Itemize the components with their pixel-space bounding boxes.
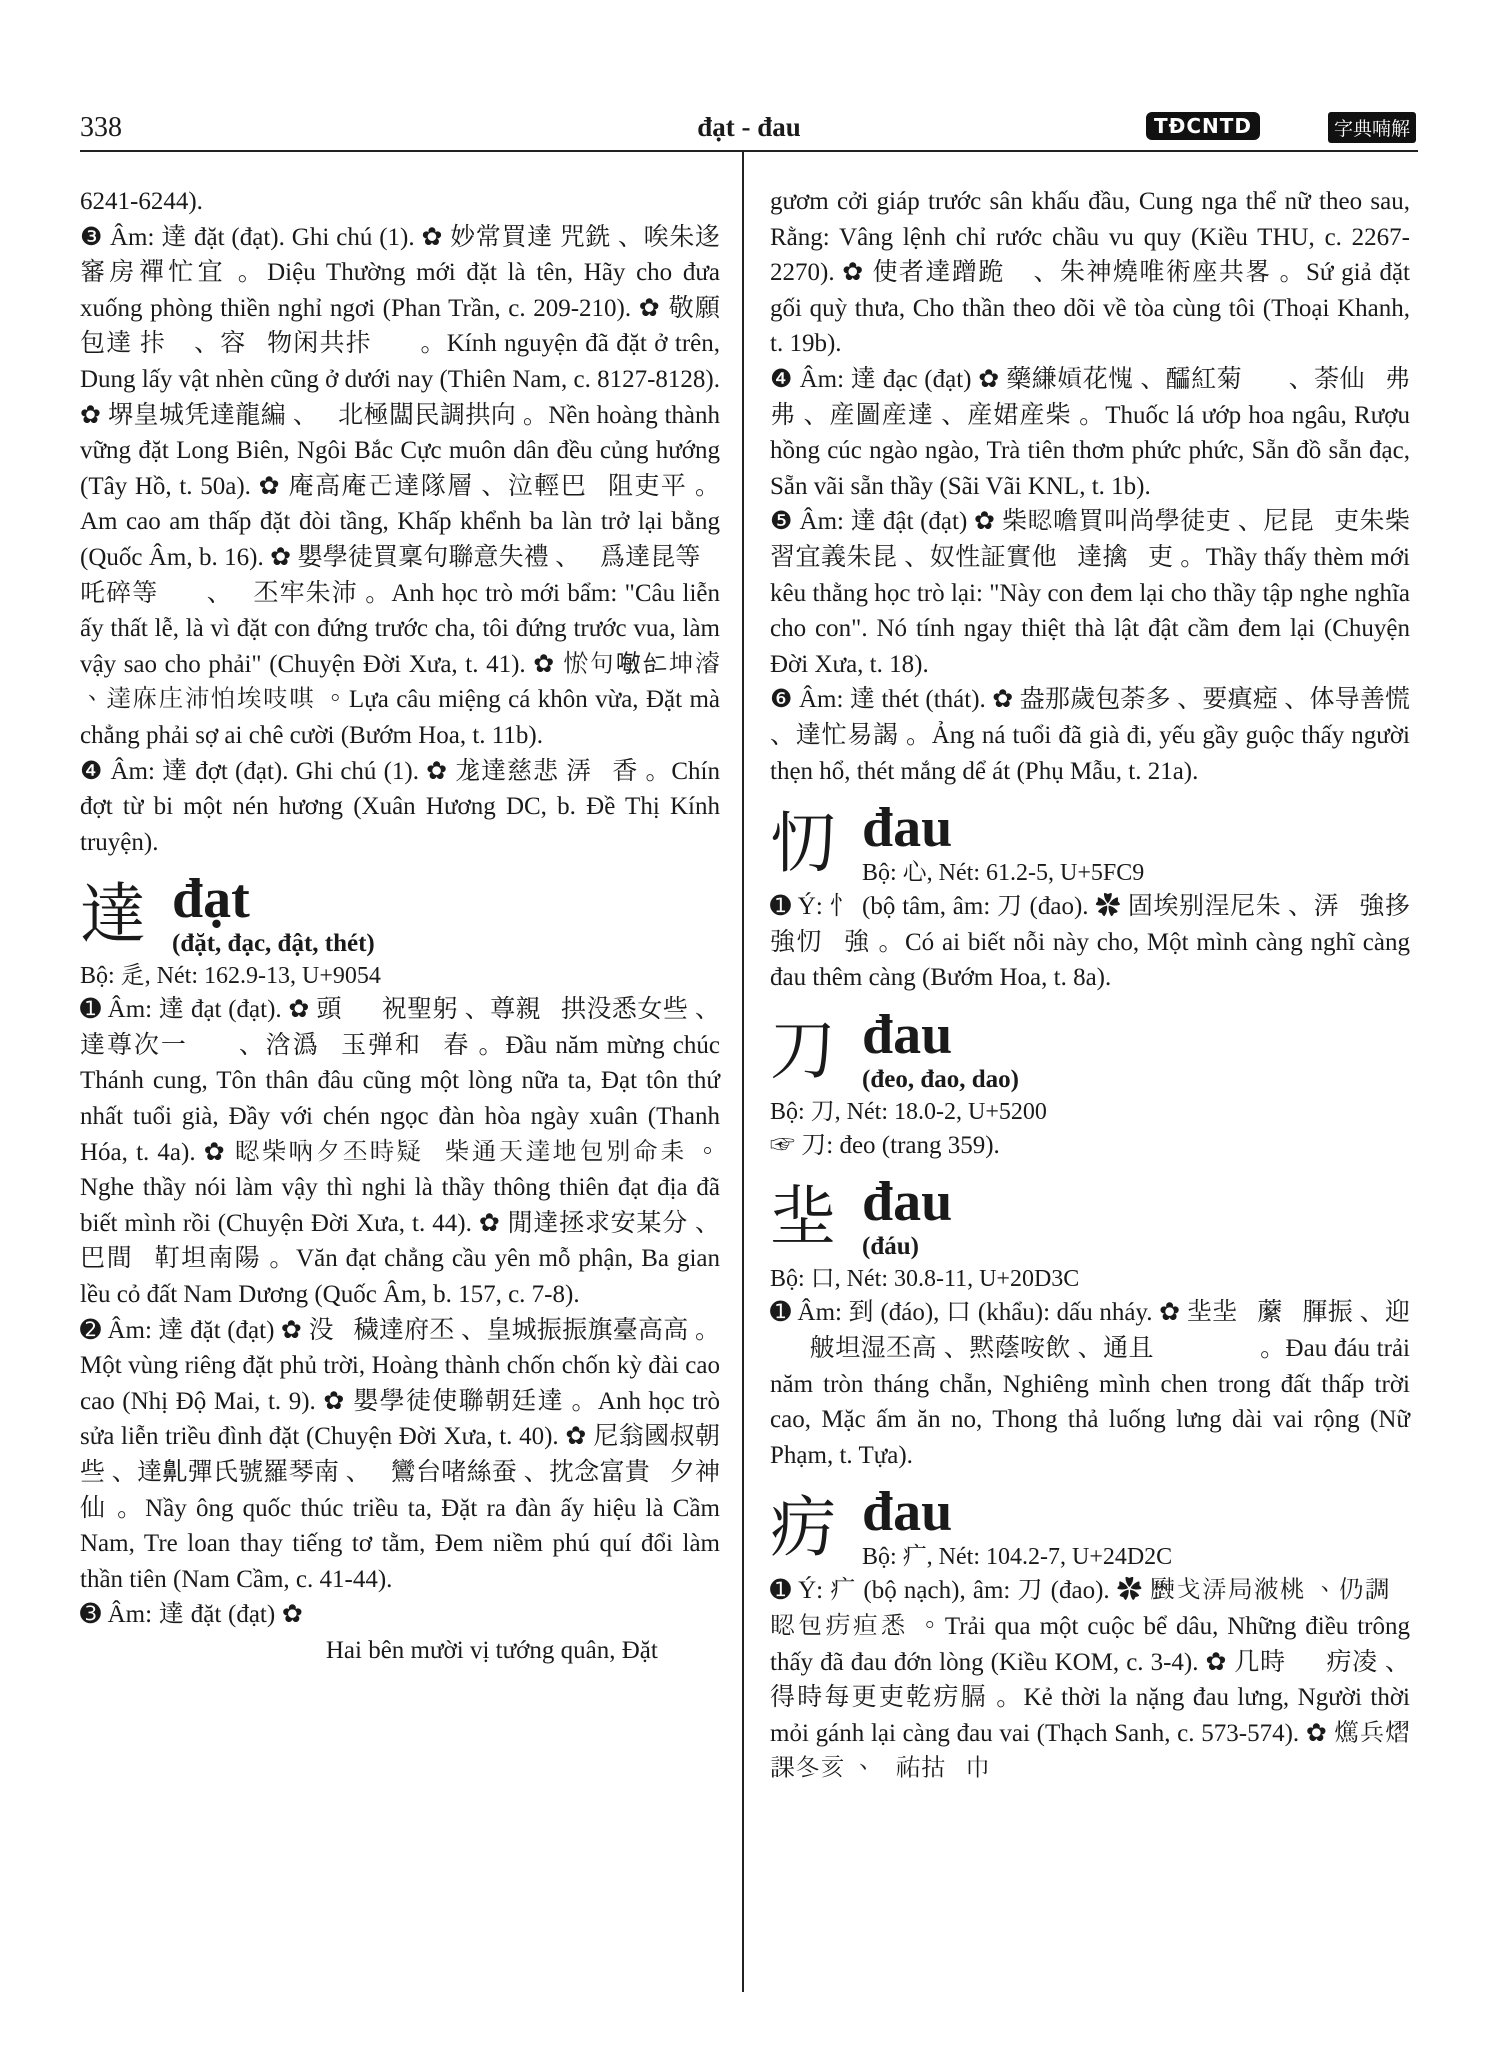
left-column (80, 184, 720, 1669)
sense: ❹ Âm: 達 đạc (đạt) ✿ 藥縑𡟫花𢢯 、醽紅菊𤈜𤈜 、荼仙𣵰弗弗 、産圖産達 、産𡝗産柴 。Thuốc lá ướp hoa ngâu, Rượu hồng cúc ngào ngào, Trà tiên thơm phức phức, Sẵn đồ sẵn đạc, Sẵn vãi sẵn thầy (Sãi Vãi KNL, t. 1b). (770, 365, 1410, 500)
entry-headword: đau (862, 1003, 953, 1066)
entry-headword: đau (862, 1171, 953, 1234)
entry-character: 達 (80, 876, 146, 954)
entry-radical-info: Bộ: 刀, Nét: 18.0-2, U+5200 (770, 1098, 1047, 1125)
dictionary-entry-dau-4 (770, 1483, 1410, 1573)
continued-text: 6241-6244). (80, 188, 203, 215)
dictionary-entry-dat (80, 870, 720, 992)
entry-variants: (đặt, đạc, đật, thét) (172, 930, 375, 958)
continued-text: gươm cởi giáp trước sân khấu đầu, Cung nga thể nữ theo sau, Rằng: Vâng lệnh chỉ rước chầu vu quy (Kiều THU, c. 2267-2270). ✿ 使者達蹭跪𨁪 、朱神燒唯術座共畧 。Sứ giả đặt gối quỳ thưa, Cho thần theo dõi về tòa cùng tôi (Thoại Khanh, t. 19b). (770, 188, 1410, 358)
sense: ➋ Âm: 達 đặt (đạt) ✿ 没𡏦穢達府丕 、皇城振振旗臺高高 。Một vùng riêng đặt phủ trời, Hoàng thành chốn chốn kỳ đài cao cao (Nhị Độ Mai, t. 9). ✿ 嬰學徒使聯朝廷達 。Anh học trò sửa liễn triều đình đặt (Chuyện Đời Xưa, t. 40). ✿ 尼翁國叔朝些 、達𪖐彈氏號羅琴南 、𥷊鸞台啫絲蚕 、抌念富貴𦞍夕神仙 。Nầy ông quốc thúc triều ta, Đặt ra đàn ấy hiệu là Cầm Nam, Tre loan thay tiếng tơ tằm, Đem niềm phú quí đổi làm thần tiên (Nam Cầm, c. 41-44). (80, 1316, 720, 1593)
dictionary-entry-dau-1 (770, 799, 1410, 889)
column-divider (742, 152, 744, 1992)
entry-radical-info: Bộ: 疒, Nét: 104.2-7, U+24D2C (862, 1544, 1173, 1571)
sense: ➌ Âm: 達 đặt (đạt) ✿ 𨕭邊进位將軍 、達劍襘甲𠴓𡑝叩頭 、宫娥彩女𨅸婁 、浪邦令𠰘逴朝于歸 。Hai bên mười vị tướng quân, Đặt (80, 1601, 720, 1664)
entry-radical-info: Bộ: 心, Nét: 61.2-5, U+5FC9 (862, 860, 1145, 887)
entry-variants: (đeo, đao, dao) (862, 1065, 1019, 1093)
entry-character: 忉 (770, 805, 836, 883)
sense: ➊ Âm: 達 đạt (đạt). ✿ 頭𢆥𢜏祝聖躬 、尊親𠁑拱没悉女些 、達尊次一𪥘𦓡 、浛潙𢅨玉弹和𢈱春 。Đầu năm mừng chúc Thánh cung, Tôn thân đâu cũng một lòng nữa ta, Đạt tôn thứ nhất tuổi già, Đầy với chén ngọc đàn hòa ngày xuân (Thanh Hóa, t. 4a). ✿ 𥆾柴吶夕丕時疑𠔦柴通天達地包別命耒 。Nghe thầy nói làm vậy thì nghi là thầy thông thiên đạt địa đã biết mình rồi (Chuyện Đời Xưa, t. 44). ✿ 閒達拯求安某分 、巴間𠅎靪坦南陽 。Văn đạt chẳng cầu yên mỗ phận, Ba gian lều cỏ đất Nam Dương (Quốc Âm, b. 157, c. 7-8). (80, 996, 720, 1309)
sense: ➊ Ý: 忄 (bộ tâm, âm: 刀 (đao). ✿ 固埃别浧尼朱 、㳥𢀨強拸強忉𣻆強 。Có ai biết nỗi này cho, Một mình càng nghĩ càng đau thêm càng (Bướm Hoa, t. 8a). (770, 893, 1410, 992)
page-number: 338 (80, 112, 122, 143)
entry-headword: đạt (172, 868, 250, 931)
series-logo: TĐCNTD (1146, 112, 1260, 140)
sense: ❺ Âm: 達 đật (đạt) ✿ 柴𥆾噡買叫尚學徒吏 、尼昆𫥨吏朱柴習宜義朱昆 、奴性証實他𦆹達擒𫥨吏 。Thầy thấy thèm mới kêu thằng học trò lại: "Này con đem lại cho thầy tập nghe nghĩa cho con". Nó tính ngay thiệt thà lật đật cầm đem lại (Chuyện Đời Xưa, t. 18). (770, 508, 1410, 678)
sense: ❸ Âm: 達 đặt (đạt). Ghi chú (1). ✿ 妙常買達 咒銑 、唉朱迻䆺房禪忙宜 。Diệu Thường mới đặt là tên, Hãy cho đưa xuống phòng thiền nghỉ ngơi (Phan Trần, c. 209-210). ✿ 敬願包達 拤𨖅 、容𢚸物闲共拤𦓡𠁑 。Kính nguyện đã đặt ở trên, Dung lấy vật nhèn cũng ở dưới nay (Thiên Nam, c. 8127-8128). ✿ 堺皇城凭達龍編 、𣦍北極闆民調拱向 。Nền hoàng thành vững đặt Long Biên, Ngôi Bắc Cực muôn dân đều củng hướng (Tây Hồ, t. 50a). ✿ 庵高庵𢀒達隊層 、泣輕巴𤀖阻吏平 。Am cao am thấp đặt đòi tầng, Khấp khểnh ba làn trở lại bằng (Quốc Âm, b. 16). ✿ 嬰學徒買稟句聯意失禮 、𠔦爲達昆等𠴓吒碎等𠴓𢄂 、𤂬丕牢朱沛 。Anh học trò mới bẩm: "Câu liễn ấy thất lễ, là vì đặt con đứng trước cha, tôi đứng trước vua, làm vậy sao cho phải" (Chuyện Đời Xưa, t. 41). ✿ 𢛨句𠽊𠄩坤𣿰 、達庥庄沛怕埃吱唭 。Lựa câu miệng cá khôn vừa, Đặt mà chẳng phải sợ ai chê cười (Bướm Hoa, t. 11b). (80, 223, 720, 749)
right-column (770, 184, 1410, 1787)
dictionary-entry-dau-2 (770, 1003, 1410, 1128)
entry-radical-info: Bộ: 口, Nét: 30.8-11, U+20D3C (770, 1266, 1080, 1293)
sense: ➊ Âm: 到 (đáo), 口 (khẩu): dấu nháy. ✿ 㘳㘳𥯎䕷𨂔腪振 、迎𨉓𢫖𦨭坦湿丕高 、黙蔭咹飲 、通且𪆧𤾓𨃻𦡟𦟊 。Đau đáu trải năm tròn tháng chẵn, Nghiêng mình chen trong đất thấp trời cao, Mặc ấm ăn no, Thong thả luống lưng dài vai rộng (Nữ Phạm, t. Tựa). (770, 1299, 1410, 1469)
entry-variants: (đáu) (862, 1233, 919, 1261)
header-rule (80, 150, 1418, 152)
page-header (80, 106, 1418, 150)
entry-character: 㘳 (770, 1179, 836, 1257)
running-title: đạt - đau (697, 112, 801, 142)
sense: ❻ Âm: 達 thét (thát). ✿ 盎那歲包荼多 、要瘨瘂 、体导善慌 、達忙易謁 。Ảng ná tuổi đã già đi, yếu gầy guộc thấy người thẹn hổ, thét mắng dể át (Phụ Mẫu, t. 21a). (770, 686, 1410, 785)
entry-radical-info: Bộ: 辵, Nét: 162.9-13, U+9054 (80, 963, 381, 990)
dictionary-entry-dau-3 (770, 1173, 1410, 1295)
entry-headword: đau (862, 1481, 953, 1544)
entry-character: 疠 (770, 1489, 836, 1567)
series-logo-han-nom: 字典喃解 (1328, 112, 1416, 143)
sense: ☞ 刀: đeo (trang 359). (770, 1131, 1000, 1159)
sense: ❹ Âm: 達 đợt (đạt). Ghi chú (1). ✿ 尨達慈悲 㳥𤈜香 。Chín đợt từ bi một nén hương (Xuân Hương DC, b. Đề Thị Kính truyện). (80, 757, 720, 856)
entry-character: 刀 (770, 1011, 836, 1089)
sense: ➊ Ý: 疒 (bộ nạch), âm: 刀 (đao). ✿ 𣦰戈㳥局𣷭桃 、仍調𤄯𥆾包疠疸悉 。Trải qua một cuộc bể dâu, Những điều trông thấy đã đau đớn lòng (Kiều KOM, c. 3-4). ✿ 几時𠔦𥗐疠凌 、得時每更吏乾疠膈 。Kẻ thời la nặng đau lưng, Người thời mỏi gánh lại càng đau vai (Thạch Sanh, c. 573-574). ✿ 𤒘兵熠課冬亥 、𥚄祐𢫈𧏵巾 (770, 1577, 1410, 1783)
entry-headword: đau (862, 797, 953, 860)
